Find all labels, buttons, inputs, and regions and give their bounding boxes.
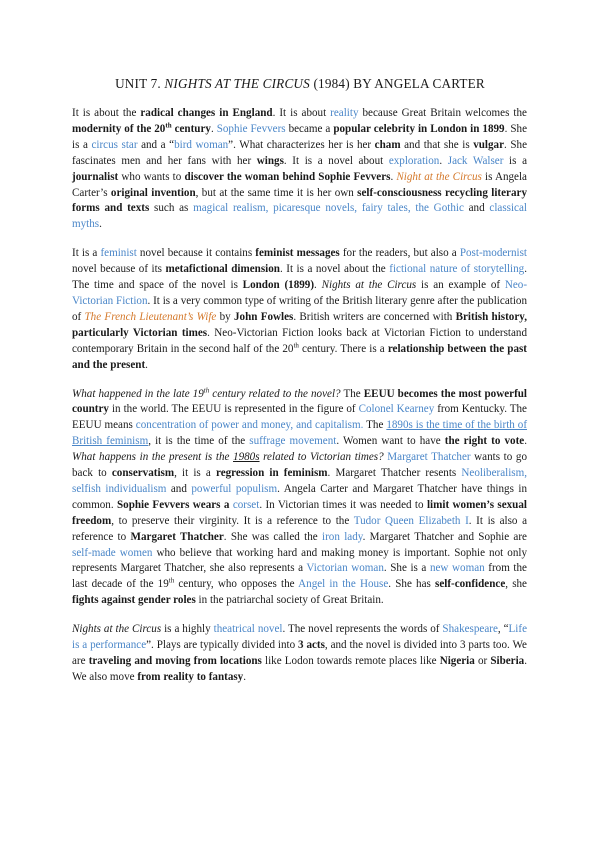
text-run: . She is a [383,562,430,575]
text-run: corset [232,498,260,511]
text-run: It is a [72,247,101,260]
text-run: , it is a [174,467,216,480]
text-run: who believe that working hard and making money is important. Sophie not only represents Margaret Thatcher, she also represents a [72,546,528,575]
text-run: . It is a very common type of writing of the British literary genre after the publication of [72,294,527,323]
text-run: century. There is a [298,342,388,355]
text-run: powerful populism [191,482,278,495]
text-run: , but at the same time it is her own [195,186,358,199]
text-run: the right to vote [444,435,525,448]
text-run: Life is a performance [72,623,527,652]
text-run: because Great Britain welcomes the [358,107,527,119]
text-run: feminist [100,247,137,260]
text-run: and [166,482,192,495]
text-run: regression in feminism [215,467,328,480]
text-run: century, who opposes the [174,578,299,591]
text-run: . We also move [72,655,528,683]
text-run: Nigeria [439,655,475,667]
text-run: . [243,670,247,683]
text-run: radical changes in England [140,107,273,119]
text-run: became a [285,122,334,135]
text-run: John Fowles [233,310,294,323]
text-run: who wants to [118,170,185,183]
text-run: . It is a novel about [283,154,389,167]
text-run: , she [505,578,527,591]
text-run: relationship between the past and the present [72,342,527,371]
document-body [72,106,527,699]
text-run: Margaret Thatcher [387,451,471,464]
text-run: or [474,655,491,667]
text-run: is Angela Carter’s [72,170,527,199]
text-run: . [314,279,322,292]
text-run: . [390,170,397,183]
text-run: modernity of the 20 [72,122,166,135]
text-run: . Margaret Thatcher resents [327,467,462,480]
text-run: , “ [497,623,509,636]
text-run: Night at the Circus [396,170,482,183]
text-run: . [439,154,448,167]
text-run: is a [503,154,528,167]
text-run: magical realism, picaresque novels, fairy tales, the Gothic [193,202,464,215]
text-run: , and the novel is divided into 3 parts too. We are [72,639,527,667]
text-run: and a “ [137,138,175,151]
text-run: exploration [388,154,440,167]
text-run: . In Victorian times it was needed to [259,498,427,511]
text-run: th [168,576,175,585]
text-run: new woman [429,562,485,575]
text-run: . [524,435,528,448]
text-run: . She fascinates men and her fans with her [72,138,528,167]
text-run: is a highly [161,623,214,636]
text-run: Tudor Queen Elizabeth I [353,514,469,527]
text-run: related to Victorian times? [259,451,384,464]
text-run: original invention [110,186,196,199]
text-run: . British writers are concerned with [293,310,456,323]
text-run: self-consciousness recycling literary forms and texts [72,186,527,215]
text-run: fights against gender roles [72,594,196,607]
text-run: Siberia [490,655,525,667]
text-run: wants to go back to [72,451,527,480]
text-run: Neoliberalism, selfish individualism [72,467,528,495]
text-run: theatrical novel [213,623,283,636]
text-run: ”. What characterizes her is her [228,138,375,151]
text-run: Sophie Fevvers wears a [116,498,230,511]
text-run: Jack Walser [447,154,504,167]
text-run: 3 acts [298,639,325,652]
text-run: in the world. The EEUU is represented in the figure of [108,403,359,416]
text-run: , to preserve their virginity. It is a reference to the [111,514,354,527]
text-run: The [340,387,364,400]
text-run: . [210,122,217,135]
text-run: London (1899) [242,279,315,292]
text-run: . It is also a reference to [72,514,527,543]
text-run: What happened in the late 19 [72,387,204,400]
text-run: novel because of its [72,263,166,276]
text-run: EEUU becomes the most powerful country [72,387,528,416]
text-run: concentration of power and money, and capitalism. [135,419,364,432]
text-run: self-confidence [435,578,506,591]
text-run: circus star [91,138,138,151]
text-run: . She was called the [223,530,323,543]
text-run: metafictional dimension [165,263,280,276]
text-run: iron lady [322,530,363,543]
text-run: classical myths [72,202,527,231]
text-run: . It is about [272,107,331,119]
text-run: is an example of [416,279,505,292]
text-run: The [363,419,387,432]
text-run: Colonel Kearney [358,403,435,416]
text-run: Shakespeare [442,623,498,636]
text-run: Angel in the House [298,578,389,591]
text-run: conservatism [111,467,175,480]
text-run: Victorian woman [306,562,384,575]
text-run: 1890s is the time of the birth of British feminism [72,419,528,448]
text-run: by [216,310,234,323]
text-run: cham [374,138,401,151]
paragraph [72,622,527,686]
text-run: vulgar [473,138,505,151]
title-novel: NIGHTS AT THE CIRCUS [164,76,310,91]
text-run: and that she is [400,138,474,151]
text-run: like Lodon towards remote places like [261,655,440,667]
paragraph [72,387,527,610]
text-run: bird woman [174,138,229,151]
text-run: century [171,122,211,135]
text-run: The French Lieutenant’s Wife [84,310,217,323]
text-run: . She is a [72,122,527,151]
text-run: from Kentucky. The EEUU means [72,403,527,432]
text-run: journalist [72,170,119,183]
text-run: suffrage movement [249,435,337,448]
text-run: . [145,358,148,371]
text-run: . The time and space of the novel is [72,263,528,292]
text-run: for the readers, but also a [339,247,460,260]
text-run: Neo-Victorian Fiction [72,279,528,307]
text-run: . [99,218,102,231]
text-run: Nights at the Circus [321,279,417,292]
text-run: discover the woman behind Sophie Fevvers [184,170,391,183]
text-run: th [293,341,299,349]
text-run: feminist messages [255,247,340,260]
text-run: from reality to fantasy [137,670,244,683]
text-run: popular celebrity in London in 1899 [333,122,505,135]
paragraph [72,246,527,373]
paragraph [72,106,527,233]
title-rest: (1984) BY ANGELA CARTER [313,76,485,91]
text-run: 1980s [233,451,260,464]
text-run: British history, particularly Victorian times [72,310,527,339]
text-run: It is about the [72,107,141,119]
text-run: novel because it contains [136,247,256,260]
text-run: , it is the time of the [148,435,250,448]
text-run: th [203,385,210,394]
text-run: Post-modernist [459,247,528,260]
text-run: wings [256,154,284,167]
text-run: traveling and moving from locations [88,655,262,667]
text-run: th [165,121,172,130]
text-run: such as [149,202,194,215]
title-lead: UNIT 7. [115,76,161,91]
text-run: reality [330,107,359,119]
text-run: . Angela Carter and Margaret Thatcher have things in common. [72,482,527,511]
text-run: Sophie Fevvers [216,122,286,135]
text-run: ”. Plays are typically divided into [146,639,299,652]
text-run: . It is a novel about the [279,263,390,276]
text-run: What happens in the present is the [72,451,234,464]
text-run: . The novel represents the words of [282,623,443,636]
text-run: from the last decade of the 19 [72,562,527,591]
text-run: and [463,202,490,215]
text-run: . Neo-Victorian Fiction looks back at Victorian Fiction to understand contemporary Britain in the second half of the 20 [72,326,527,355]
text-run: Margaret Thatcher [130,530,224,543]
text-run: . Margaret Thatcher and Sophie are [362,530,527,543]
text-run: fictional nature of storytelling [389,263,525,276]
text-run: . She has [388,578,435,591]
text-run: . Women want to have [336,435,445,448]
text-run: self-made women [72,546,153,559]
text-run: century related to the novel? [209,387,341,400]
text-run: limit women’s sexual freedom [72,498,527,527]
page-title [0,76,600,92]
text-run: Nights at the Circus [72,623,162,636]
text-run: in the patriarchal society of Great Britain. [195,594,384,607]
